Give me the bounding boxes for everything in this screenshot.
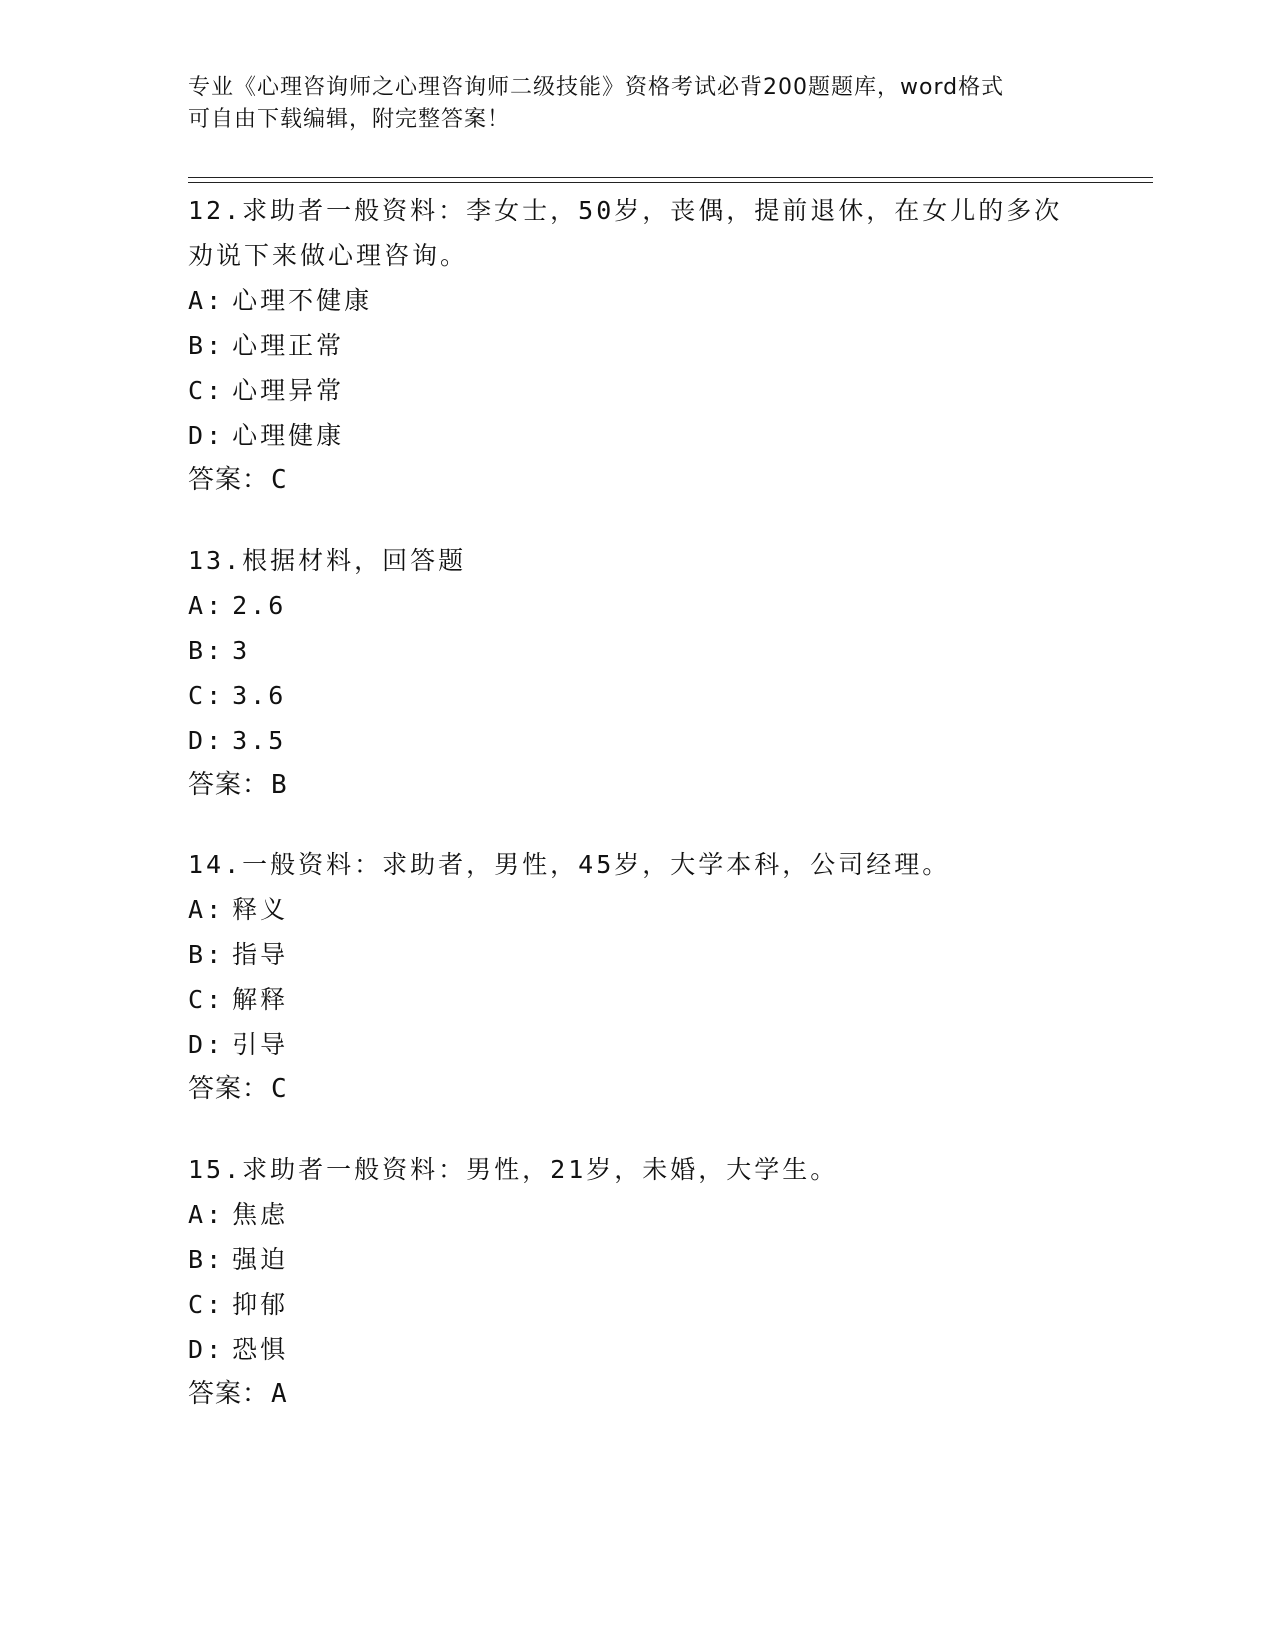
option-text: 恐惧 <box>232 1335 289 1364</box>
option-text: 释义 <box>232 895 289 924</box>
option-letter: C <box>188 1290 207 1319</box>
answer-line <box>188 458 1148 503</box>
option-letter: C <box>188 681 207 710</box>
option-text: 解释 <box>232 985 289 1014</box>
option-text: 强迫 <box>232 1245 289 1274</box>
header-divider-top <box>188 177 1153 178</box>
option-letter: A <box>188 1200 207 1229</box>
option-separator: : <box>206 1335 225 1364</box>
option-letter: B <box>188 940 207 969</box>
header-divider-bottom <box>188 182 1153 183</box>
option-separator: : <box>206 636 225 665</box>
option-separator: : <box>206 1200 225 1229</box>
question-stem-line: 13.根据材料，回答题 <box>188 546 467 575</box>
option-separator: : <box>206 895 225 924</box>
option-separator: : <box>206 985 225 1014</box>
option-a <box>188 1192 1148 1237</box>
option-letter: D <box>188 726 207 755</box>
option-text: 抑郁 <box>232 1290 289 1319</box>
question-stem-line: 15.求助者一般资料：男性，21岁，未婚，大学生。 <box>188 1155 839 1184</box>
option-letter: D <box>188 1335 207 1364</box>
option-letter: D <box>188 421 207 450</box>
question-stem <box>188 842 1148 887</box>
question-stem-line: 14.一般资料：求助者，男性，45岁，大学本科，公司经理。 <box>188 850 951 879</box>
option-separator: : <box>206 331 225 360</box>
option-d <box>188 1022 1148 1067</box>
question-stem <box>188 188 1148 278</box>
answer-line <box>188 1372 1148 1417</box>
option-text: 3.5 <box>232 726 287 755</box>
option-b <box>188 1237 1148 1282</box>
option-letter: A <box>188 895 207 924</box>
document-header <box>188 72 1088 136</box>
option-text: 3.6 <box>232 681 287 710</box>
answer-value: C <box>271 465 288 495</box>
answer-label: 答案： <box>188 1379 270 1409</box>
option-text: 2.6 <box>232 591 287 620</box>
option-d <box>188 1327 1148 1372</box>
option-text: 3 <box>232 636 251 665</box>
option-letter: C <box>188 376 207 405</box>
option-text: 心理正常 <box>232 331 345 360</box>
option-b <box>188 323 1148 368</box>
option-c <box>188 368 1148 413</box>
answer-value: A <box>271 1379 288 1409</box>
option-separator: : <box>206 421 225 450</box>
header-line-1: 专业《心理咨询师之心理咨询师二级技能》资格考试必背200题题库，word格式 <box>188 75 1005 100</box>
answer-line <box>188 1067 1148 1112</box>
option-text: 指导 <box>232 940 289 969</box>
option-a <box>188 887 1148 932</box>
option-letter: C <box>188 985 207 1014</box>
option-text: 引导 <box>232 1030 289 1059</box>
question-stem-line: 12.求助者一般资料：李女士，50岁，丧偶，提前退休，在女儿的多次 <box>188 196 1063 225</box>
option-letter: B <box>188 331 207 360</box>
header-line-2: 可自由下载编辑，附完整答案！ <box>188 107 511 132</box>
question-stem <box>188 1147 1148 1192</box>
option-separator: : <box>206 591 225 620</box>
option-separator: : <box>206 1290 225 1319</box>
answer-value: B <box>271 770 288 800</box>
question-block-15 <box>188 1147 1148 1417</box>
option-separator: : <box>206 376 225 405</box>
option-separator: : <box>206 940 225 969</box>
option-letter: A <box>188 591 207 620</box>
option-separator: : <box>206 681 225 710</box>
option-separator: : <box>206 726 225 755</box>
option-text: 心理不健康 <box>232 286 373 315</box>
option-separator: : <box>206 1030 225 1059</box>
option-c <box>188 977 1148 1022</box>
answer-label: 答案： <box>188 465 270 495</box>
question-stem <box>188 538 1148 583</box>
question-block-13 <box>188 538 1148 808</box>
option-d <box>188 718 1148 763</box>
option-c <box>188 1282 1148 1327</box>
option-a <box>188 583 1148 628</box>
answer-line <box>188 763 1148 808</box>
question-stem-line: 劝说下来做心理咨询。 <box>188 241 469 270</box>
answer-label: 答案： <box>188 770 270 800</box>
option-b <box>188 932 1148 977</box>
option-letter: D <box>188 1030 207 1059</box>
option-text: 焦虑 <box>232 1200 289 1229</box>
answer-label: 答案： <box>188 1074 270 1104</box>
option-c <box>188 673 1148 718</box>
option-separator: : <box>206 286 225 315</box>
option-b <box>188 628 1148 673</box>
option-letter: A <box>188 286 207 315</box>
option-letter: B <box>188 636 207 665</box>
option-text: 心理异常 <box>232 376 345 405</box>
option-text: 心理健康 <box>232 421 345 450</box>
answer-value: C <box>271 1074 288 1104</box>
option-a <box>188 278 1148 323</box>
option-letter: B <box>188 1245 207 1274</box>
option-separator: : <box>206 1245 225 1274</box>
question-block-12 <box>188 188 1148 503</box>
question-block-14 <box>188 842 1148 1112</box>
option-d <box>188 413 1148 458</box>
